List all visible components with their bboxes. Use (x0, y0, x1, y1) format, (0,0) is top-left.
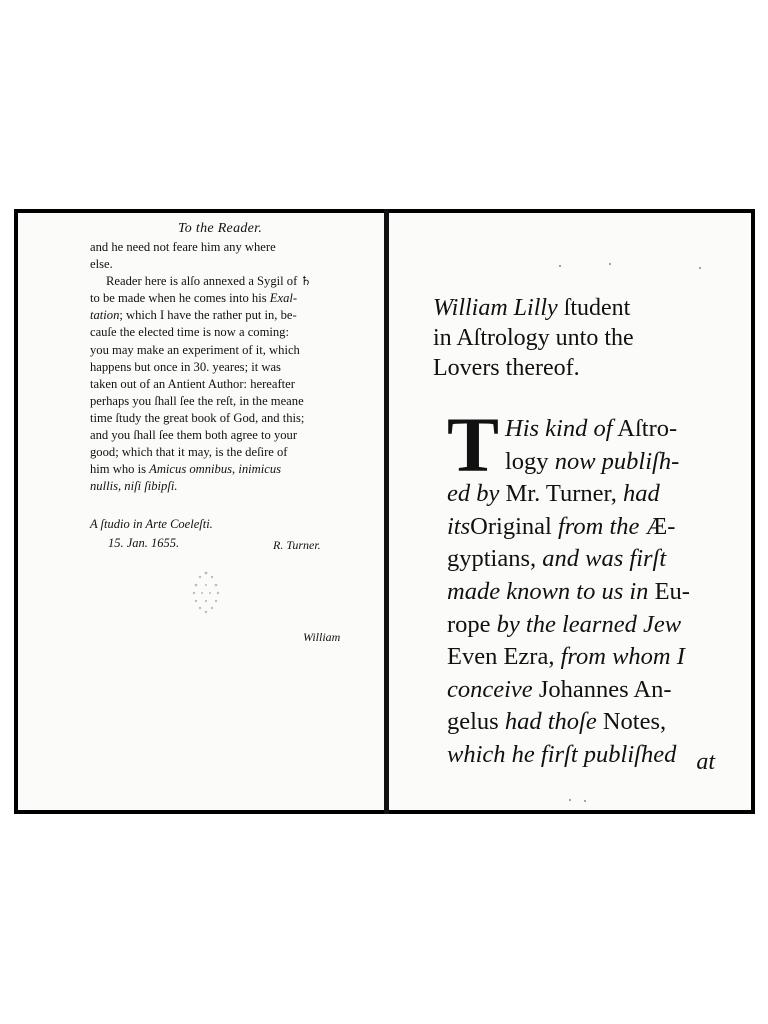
date-line: 15. Jan. 1655. (108, 536, 180, 550)
title-line (433, 293, 733, 323)
chapter-text (447, 401, 719, 772)
text-segment: ; which I have the rather put in, be- (119, 308, 297, 323)
text-segment: from the (557, 512, 640, 540)
text-segment: ſtudent (557, 295, 631, 321)
place-line: A ſtudio in Arte Coeleſti. (90, 517, 213, 531)
text-segment: His kind of (505, 415, 613, 442)
text-line (90, 461, 374, 478)
catchword: at (696, 749, 715, 775)
paper-speck (609, 263, 611, 265)
text-line (90, 410, 374, 427)
text-line (90, 273, 374, 290)
text-segment: from whom I (560, 643, 685, 671)
text-segment: cauſe the elected time is now a coming: (90, 325, 289, 340)
text-segment: and he need not feare him any where (90, 240, 276, 254)
text-segment: else. (90, 257, 113, 272)
text-segment: Reader here is alſo annexed a Sygil of ♄ (106, 274, 312, 289)
text-segment: , (232, 462, 239, 477)
library-stamp-icon (186, 563, 226, 617)
text-segment: Even Ezra, (447, 643, 561, 671)
text-line (90, 376, 374, 393)
running-header: To the Reader. (178, 221, 263, 236)
text-segment: good; which that it may, is the deſire of (90, 445, 288, 460)
text-segment: Mr. Turner, (499, 480, 623, 508)
text-segment: rope (447, 610, 497, 638)
text-segment: Amicus omnibus (149, 462, 233, 477)
text-segment: and you ſhall ſee them both agree to your (90, 428, 298, 443)
text-line (447, 609, 719, 642)
text-line (90, 324, 374, 341)
text-line (447, 706, 719, 739)
text-segment: tation (90, 308, 120, 323)
text-segment: in Aſtrology unto the (433, 325, 634, 351)
signature: R. Turner. (273, 538, 321, 552)
text-line (90, 444, 374, 461)
text-line (90, 342, 374, 359)
text-segment: Lovers thereof. (433, 355, 580, 381)
text-segment: ed by (447, 480, 500, 508)
text-segment: Aſtro- (612, 415, 678, 442)
text-segment: had thoſe (504, 708, 597, 736)
text-segment: Exal- (269, 291, 298, 306)
text-line (90, 239, 374, 256)
paper-speck (569, 799, 571, 801)
text-segment: its (447, 512, 471, 540)
text-segment: which he firſt publiſhed (447, 740, 677, 768)
text-segment: taken out of an Antient Author: hereafter (90, 376, 295, 391)
text-line (447, 543, 719, 576)
text-line (90, 256, 374, 273)
reader-address-text (90, 239, 374, 495)
text-line (90, 307, 374, 324)
text-segment: conceive (447, 675, 533, 703)
text-segment: nullis, niſi ſibipſi. (90, 479, 178, 494)
title-line (433, 323, 733, 353)
text-segment: Eu- (648, 577, 690, 605)
text-line (90, 393, 374, 410)
text-line (447, 511, 719, 544)
text-segment: now publiſh- (554, 447, 680, 475)
text-line (447, 674, 719, 707)
text-segment: to be made when he comes into his (90, 291, 270, 306)
paper-speck (584, 800, 586, 802)
text-segment: made known to us in (447, 577, 649, 605)
right-page (389, 213, 751, 810)
text-line (90, 478, 374, 495)
text-line (447, 739, 719, 772)
paper-speck (699, 267, 701, 269)
text-segment: and was firſt (542, 545, 667, 573)
text-line (447, 641, 719, 674)
text-segment: gyptians, (447, 545, 543, 573)
text-segment: happens but once in 30. yeares; it was (90, 359, 281, 374)
text-segment: him who is (90, 462, 150, 477)
text-segment: by the learned Jew (496, 610, 682, 638)
title-line (433, 353, 733, 383)
text-segment: logy (505, 447, 555, 475)
text-line (90, 290, 374, 307)
left-page (18, 213, 384, 810)
text-segment: you may make an experiment of it, which (90, 342, 300, 357)
text-segment: Æ- (639, 512, 676, 540)
text-segment: William Lilly (433, 295, 558, 321)
text-segment: inimicus (238, 462, 282, 477)
chapter-title (433, 293, 733, 383)
text-line (447, 576, 719, 609)
drop-cap: T (447, 401, 500, 488)
text-line (90, 427, 374, 444)
text-segment: Notes, (596, 708, 667, 736)
text-segment: time ſtudy the great book of God, and this; (90, 410, 305, 425)
text-segment: Johannes An- (532, 675, 672, 703)
text-segment: had (622, 480, 660, 508)
book-spread (14, 209, 755, 814)
text-segment: Original (470, 512, 558, 540)
paper-speck (559, 265, 561, 267)
catchword: William (303, 630, 341, 644)
text-line (90, 359, 374, 376)
text-segment: gelus (447, 708, 505, 736)
text-segment: perhaps you ſhall ſee the reſt, in the meane (90, 393, 304, 408)
